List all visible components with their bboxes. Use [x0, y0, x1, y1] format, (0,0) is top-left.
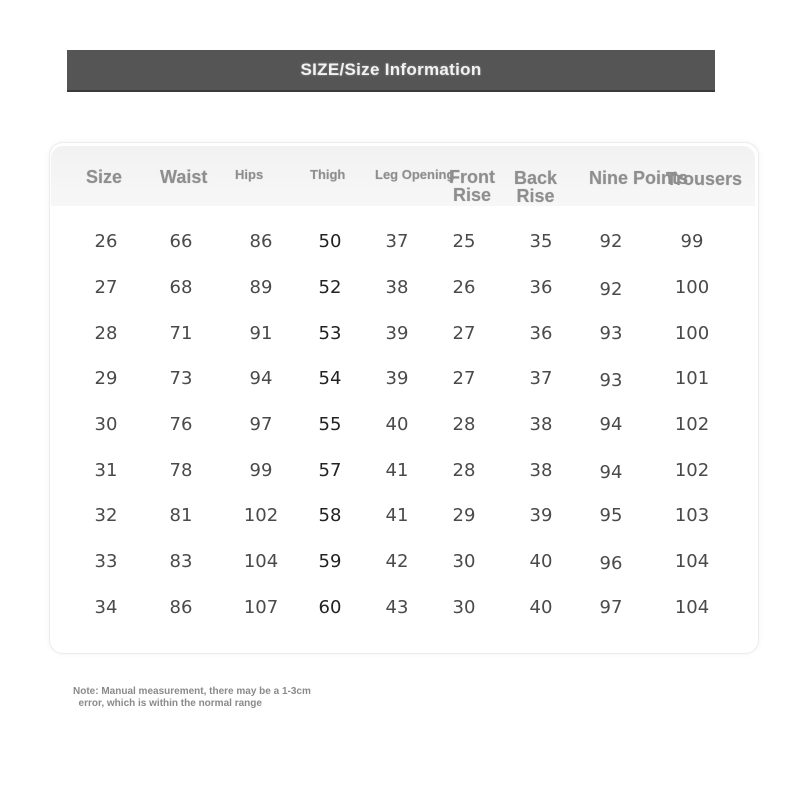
table-cell: 50 — [318, 231, 342, 252]
header-back-rise: Back Rise — [514, 168, 558, 206]
table-cell: 29 — [94, 368, 118, 389]
table-cell: 39 — [529, 505, 553, 526]
table-cell: 78 — [169, 460, 193, 481]
table-cell: 40 — [385, 414, 409, 435]
table-cell: 27 — [94, 277, 118, 298]
table-cell: 55 — [318, 414, 342, 435]
table-cell: 28 — [452, 414, 476, 435]
table-cell: 59 — [318, 551, 342, 572]
table-cell: 38 — [529, 414, 553, 435]
table-cell: 28 — [452, 460, 476, 481]
header-nine-points: Nine Points — [589, 168, 689, 188]
table-cell: 71 — [169, 323, 193, 344]
table-cell: 76 — [169, 414, 193, 435]
table-cell: 93 — [599, 370, 623, 391]
header-hips: Hips — [235, 167, 264, 182]
table-cell: 31 — [94, 460, 118, 481]
table-cell: 99 — [680, 231, 704, 252]
table-cell: 103 — [674, 505, 710, 526]
table-cell: 97 — [249, 414, 273, 435]
size-table-card — [49, 142, 759, 654]
table-cell: 28 — [94, 323, 118, 344]
table-cell: 27 — [452, 368, 476, 389]
table-cell: 86 — [249, 231, 273, 252]
table-cell: 26 — [94, 231, 118, 252]
table-cell: 101 — [674, 368, 710, 389]
table-cell: 37 — [529, 368, 553, 389]
table-cell: 94 — [599, 414, 623, 435]
table-cell: 39 — [385, 323, 409, 344]
table-cell: 52 — [318, 277, 342, 298]
table-cell: 30 — [452, 551, 476, 572]
table-cell: 27 — [452, 323, 476, 344]
table-cell: 34 — [94, 597, 118, 618]
table-cell: 42 — [385, 551, 409, 572]
table-cell: 104 — [243, 551, 279, 572]
table-cell: 58 — [318, 505, 342, 526]
table-cell: 38 — [385, 277, 409, 298]
table-cell: 53 — [318, 323, 342, 344]
table-cell: 35 — [529, 231, 553, 252]
table-cell: 95 — [599, 505, 623, 526]
table-cell: 94 — [599, 462, 623, 483]
header-leg-opening: Leg Opening — [375, 167, 455, 182]
table-cell: 104 — [674, 551, 710, 572]
table-cell: 60 — [318, 597, 342, 618]
table-cell: 30 — [452, 597, 476, 618]
table-cell: 40 — [529, 551, 553, 572]
header-trousers: Trousers — [666, 169, 743, 189]
table-cell: 41 — [385, 460, 409, 481]
table-cell: 33 — [94, 551, 118, 572]
table-cell: 25 — [452, 231, 476, 252]
table-cell: 36 — [529, 323, 553, 344]
table-cell: 29 — [452, 505, 476, 526]
table-cell: 99 — [249, 460, 273, 481]
table-cell: 93 — [599, 323, 623, 344]
table-cell: 37 — [385, 231, 409, 252]
title-bar — [67, 50, 715, 92]
table-cell: 97 — [599, 597, 623, 618]
page-title: SIZE/Size Information — [300, 60, 482, 79]
table-cell: 83 — [169, 551, 193, 572]
table-cell: 89 — [249, 277, 273, 298]
table-cell: 32 — [94, 505, 118, 526]
table-cell: 92 — [599, 279, 623, 300]
table-cell: 43 — [385, 597, 409, 618]
table-cell: 38 — [529, 460, 553, 481]
table-cell: 100 — [674, 277, 710, 298]
table-cell: 102 — [674, 414, 710, 435]
header-waist: Waist — [160, 167, 208, 187]
table-cell: 86 — [169, 597, 193, 618]
table-cell: 102 — [243, 505, 279, 526]
table-cell: 81 — [169, 505, 193, 526]
table-cell: 66 — [169, 231, 193, 252]
table-cell: 91 — [249, 323, 273, 344]
header-size: Size — [86, 167, 123, 187]
table-cell: 39 — [385, 368, 409, 389]
table-cell: 96 — [599, 553, 623, 574]
table-cell: 30 — [94, 414, 118, 435]
table-cell: 100 — [674, 323, 710, 344]
table-cell: 104 — [674, 597, 710, 618]
table-cell: 26 — [452, 277, 476, 298]
table-cell: 57 — [318, 460, 342, 481]
table-cell: 73 — [169, 368, 193, 389]
table-cell: 54 — [318, 368, 342, 389]
table-cell: 92 — [599, 231, 623, 252]
measurement-note: Note: Manual measurement, there may be a 1-3cm error, which is within the normal range — [73, 686, 311, 709]
table-cell: 41 — [385, 505, 409, 526]
header-front-rise: Front Rise — [449, 167, 495, 205]
header-thigh: Thigh — [310, 167, 346, 182]
table-cell: 94 — [249, 368, 273, 389]
table-cell: 102 — [674, 460, 710, 481]
table-cell: 40 — [529, 597, 553, 618]
table-cell: 36 — [529, 277, 553, 298]
table-cell: 107 — [243, 597, 279, 618]
table-cell: 68 — [169, 277, 193, 298]
